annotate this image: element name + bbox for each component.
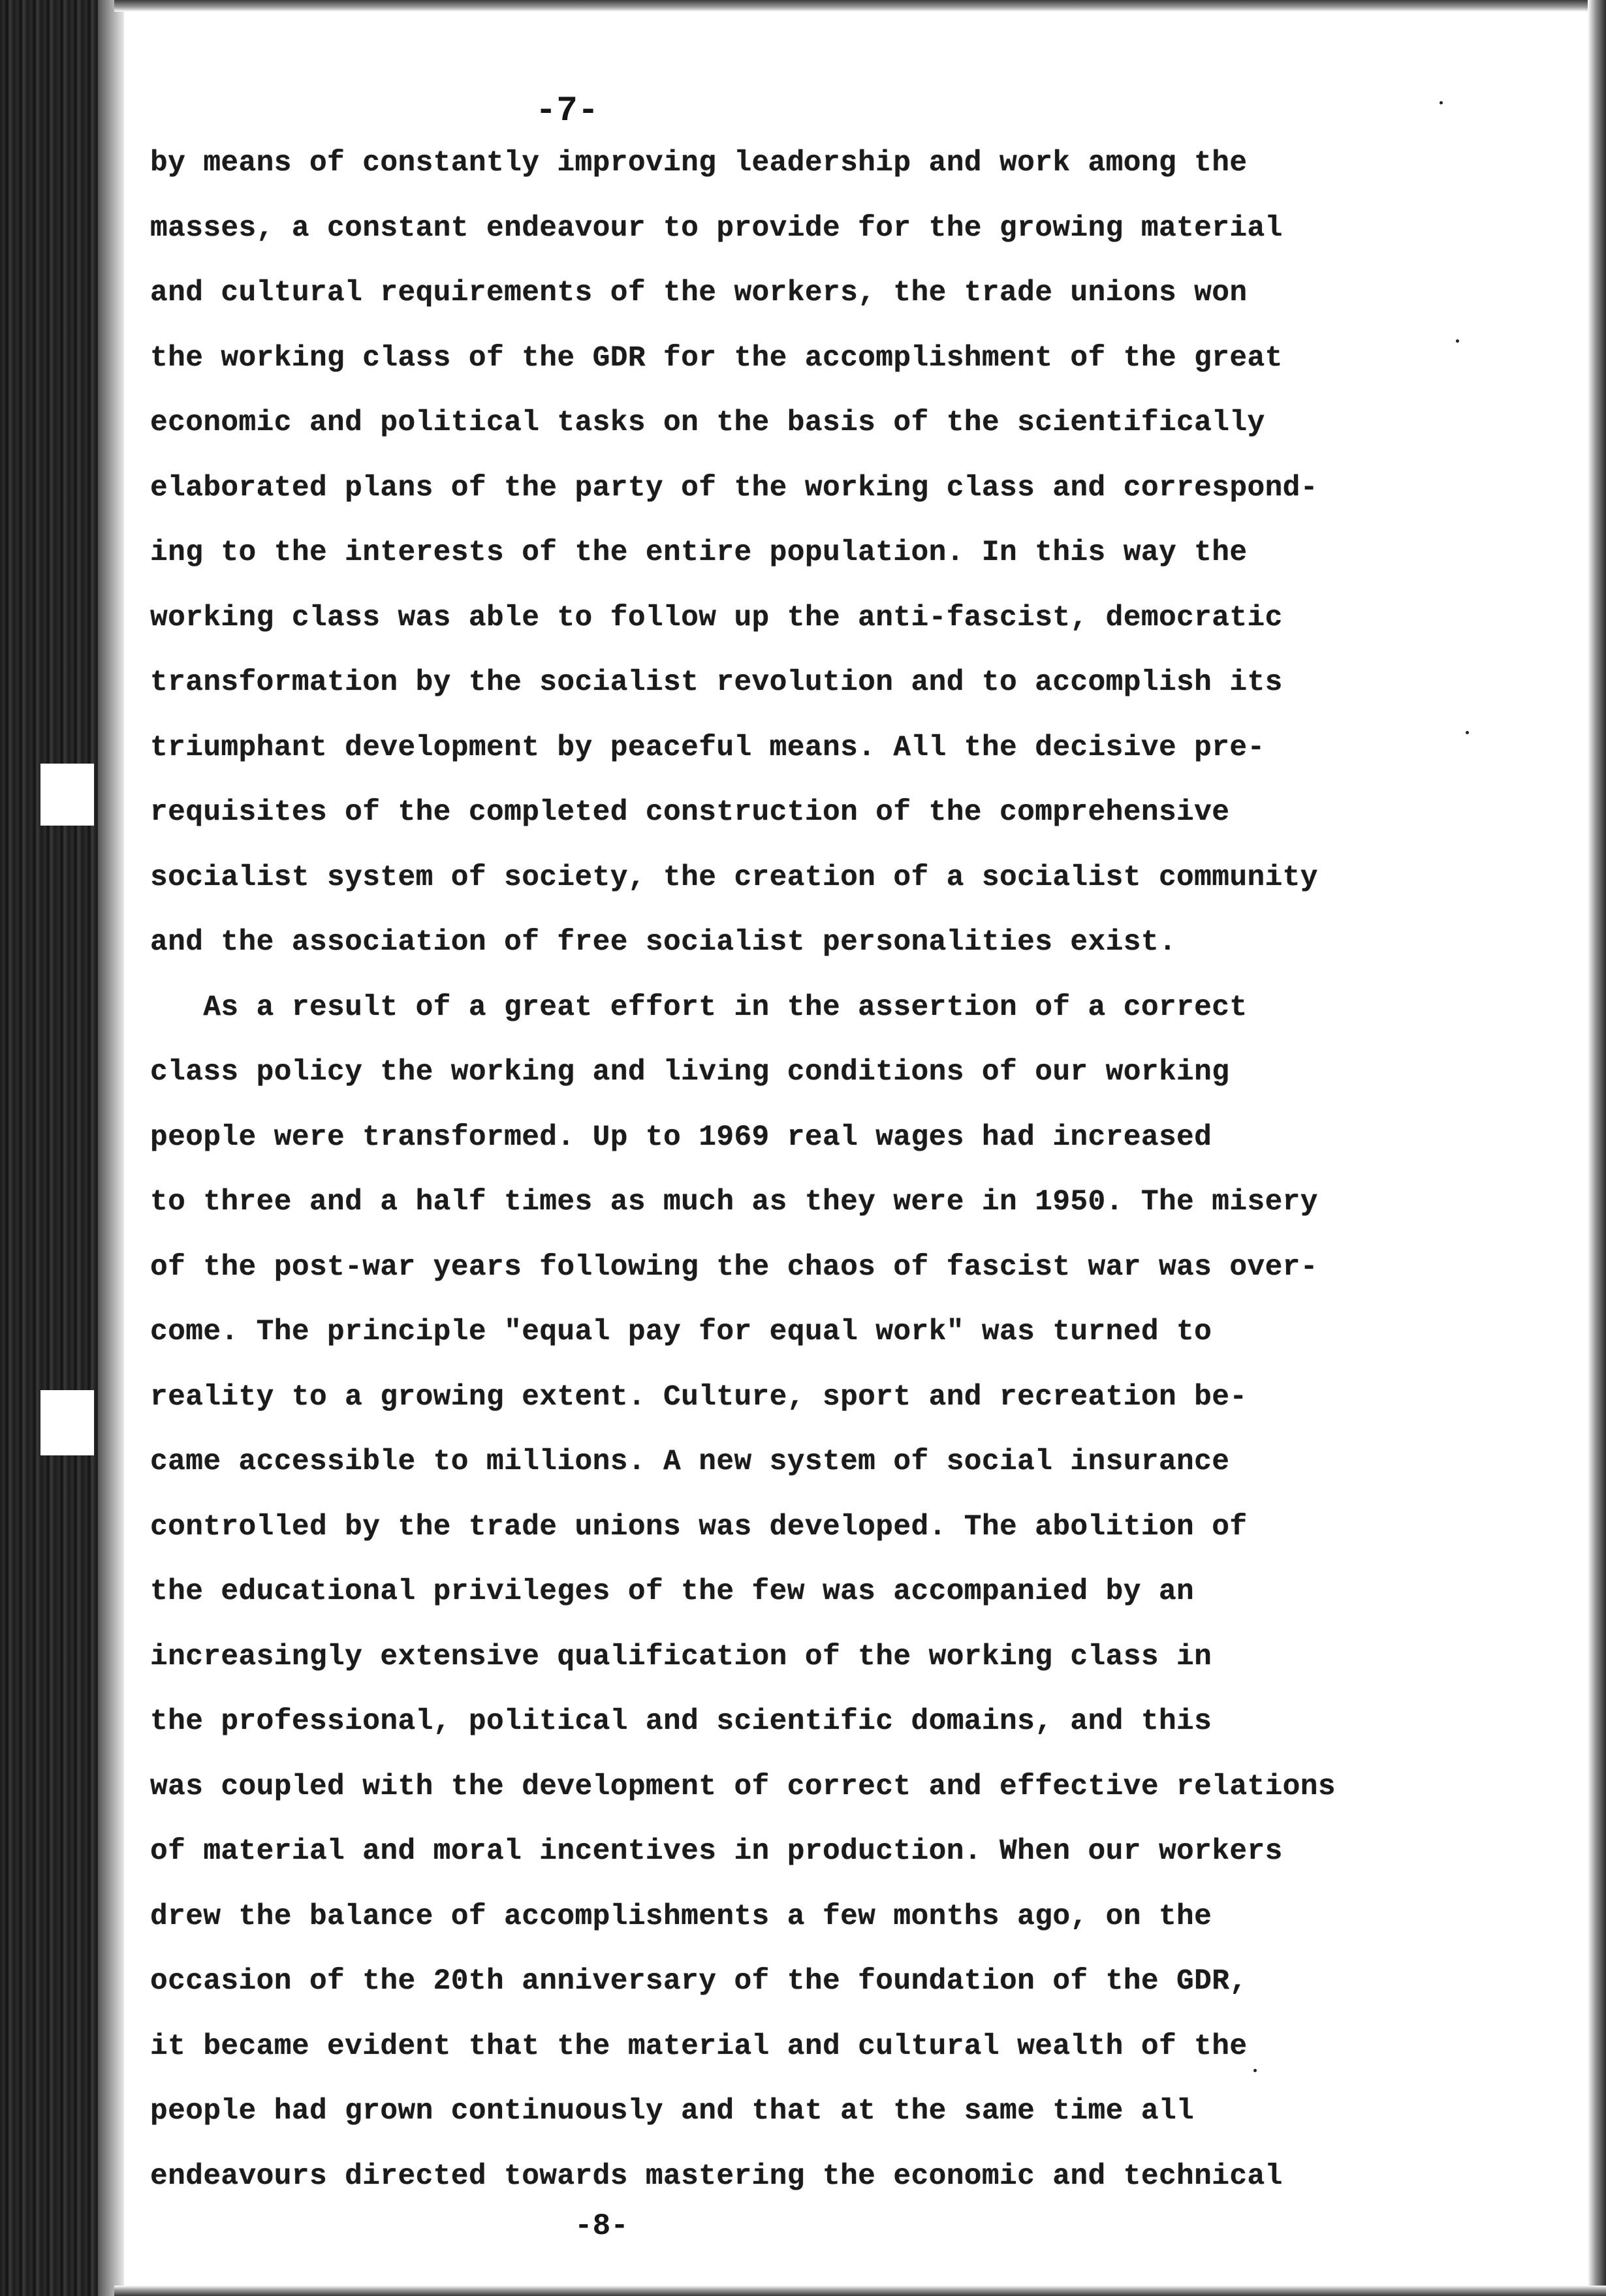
text-line: the professional, political and scientific domains, and this <box>150 1705 1212 1738</box>
text-line: controlled by the trade unions was developed. The abolition of <box>150 1510 1248 1544</box>
scan-top-edge <box>114 0 1606 12</box>
text-line: of the post-war years following the chaos of fascist war was over- <box>150 1250 1318 1284</box>
body-text <box>150 147 1541 2225</box>
text-line: to three and a half times as much as they were in 1950. The misery <box>150 1186 1318 1218</box>
text-line: requisites of the completed construction of the comprehensive <box>150 796 1230 829</box>
text-line: people were transformed. Up to 1969 real wages had increased <box>150 1121 1212 1154</box>
text-line: ing to the interests of the entire population. In this way the <box>150 536 1248 569</box>
scan-speck <box>1253 2069 1257 2072</box>
text-line: occasion of the 20th anniversary of the foundation of the GDR, <box>150 1965 1248 1998</box>
text-line: reality to a growing extent. Culture, sport and recreation be- <box>150 1380 1248 1414</box>
text-line: came accessible to millions. A new system of social insurance <box>150 1446 1230 1478</box>
text-line: triumphant development by peaceful means. All the decisive pre- <box>150 731 1265 764</box>
text-line: the working class of the GDR for the accomplishment of the great <box>150 341 1283 375</box>
text-line: class policy the working and living conditions of our working <box>150 1056 1230 1089</box>
scan-speck <box>1440 101 1443 104</box>
text-line: increasingly extensive qualification of the working class in <box>150 1640 1212 1673</box>
scan-binding-margin <box>0 0 114 2296</box>
text-line: economic and political tasks on the basis of the scientifically <box>150 407 1265 439</box>
text-line: elaborated plans of the party of the working class and correspond- <box>150 471 1318 504</box>
text-line: of material and moral incentives in production. When our workers <box>150 1835 1283 1868</box>
text-line: was coupled with the development of correct and effective relations <box>150 1770 1336 1803</box>
text-line: endeavours directed towards mastering the economic and technical <box>150 2160 1283 2193</box>
scan-right-edge <box>1588 0 1606 2296</box>
text-line: come. The principle "equal pay for equal work" was turned to <box>150 1316 1212 1348</box>
text-line: working class was able to follow up the anti-fascist, democratic <box>150 601 1283 634</box>
scan-speck <box>1466 731 1469 734</box>
scan-binding-shadow <box>98 0 124 2296</box>
text-line: and the association of free socialist personalities exist. <box>150 926 1177 959</box>
text-line: As a result of a great effort in the assertion of a correct <box>150 991 1248 1024</box>
text-line: by means of constantly improving leadership and work among the <box>150 147 1248 179</box>
text-line: socialist system of society, the creation of a socialist community <box>150 861 1318 894</box>
scan-speck <box>1456 339 1459 343</box>
scan-bottom-edge <box>114 2286 1606 2296</box>
text-line: and cultural requirements of the workers, the trade unions won <box>150 277 1248 309</box>
text-line: masses, a constant endeavour to provide for the growing material <box>150 211 1283 245</box>
text-line: drew the balance of accomplishments a few months ago, on the <box>150 1900 1212 1933</box>
continuation-page-number: -8- <box>575 2209 629 2243</box>
text-line: it became evident that the material and cultural wealth of the <box>150 2030 1248 2063</box>
binding-tab-lower <box>40 1390 94 1455</box>
binding-tab-upper <box>40 764 94 826</box>
page-number: -7- <box>535 91 599 131</box>
text-line: the educational privileges of the few was accompanied by an <box>150 1575 1195 1608</box>
text-line: people had grown continuously and that at the same time all <box>150 2095 1195 2128</box>
text-line: transformation by the socialist revolution and to accomplish its <box>150 666 1283 699</box>
